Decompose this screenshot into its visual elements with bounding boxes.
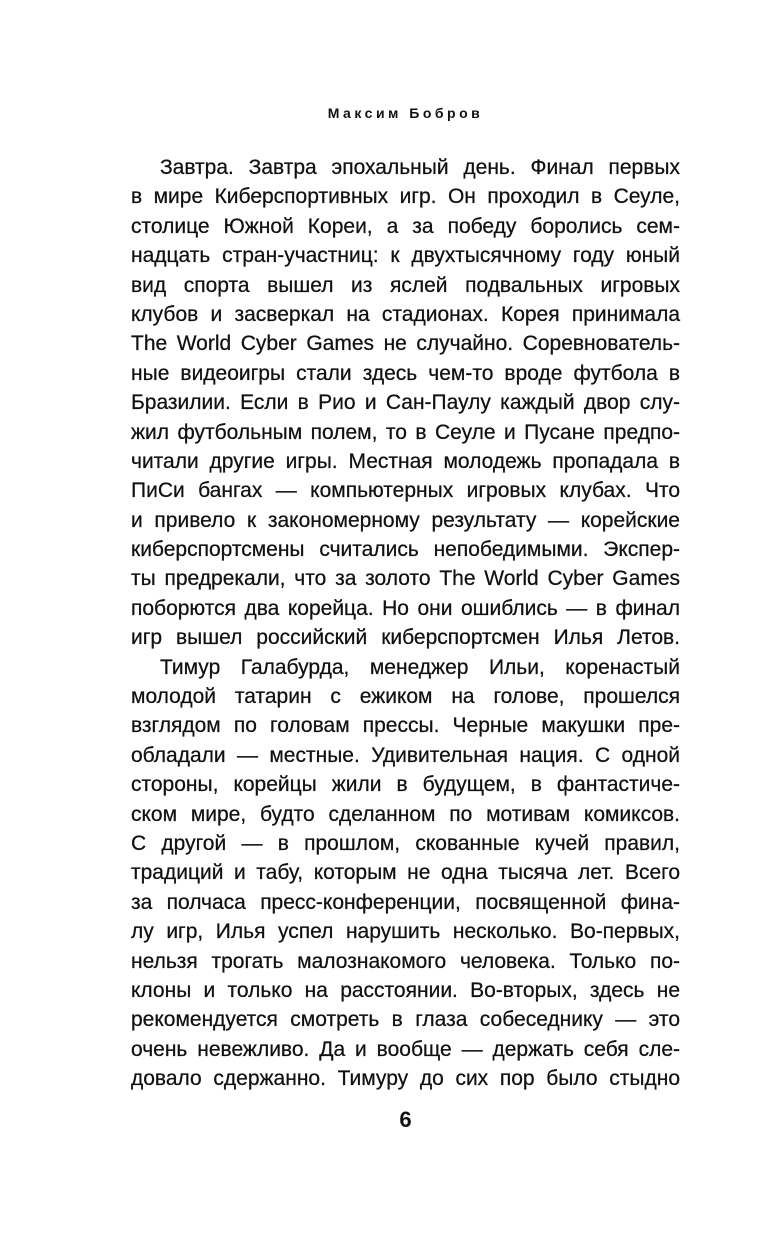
text-line: взглядом по головам прессы. Черные макушки пре- <box>131 714 680 738</box>
text-line: рекомендуется смотреть в глаза собеседнику — это <box>131 1008 680 1032</box>
text-line: читали другие игры. Местная молодежь пропадала в <box>131 449 680 473</box>
text-line: ные видеоигры стали здесь чем-то вроде футбола в <box>131 361 680 385</box>
text-line: С другой — в прошлом, скованные кучей правил, <box>131 831 680 855</box>
text-line: The World Cyber Games не случайно. Соревнователь- <box>131 332 680 356</box>
text-line: игр вышел российский киберспортсмен Илья Летов. <box>131 626 680 650</box>
body-text <box>131 153 680 1094</box>
text-line: ском мире, будто сделанном по мотивам комиксов. <box>131 802 680 826</box>
text-line: обладали — местные. Удивительная нация. С одной <box>131 743 680 767</box>
page-number: 6 <box>399 1107 412 1132</box>
text-line: Бразилии. Если в Рио и Сан-Паулу каждый двор слу- <box>131 391 680 415</box>
text-line: надцать стран-участниц: к двухтысячному году юный <box>131 244 680 268</box>
text-line: молодой татарин с ежиком на голове, прошелся <box>131 685 680 709</box>
text-line: клоны и только на расстоянии. Во-вторых, здесь не <box>131 978 680 1002</box>
text-line: ПиСи бангах — компьютерных игровых клубах. Что <box>131 479 680 503</box>
text-line: Тимур Галабурда, менеджер Ильи, коренастый <box>160 655 680 679</box>
text-line: жил футбольным полем, то в Сеуле и Пусане предпо- <box>131 420 680 444</box>
text-line: и привело к закономерному результату — корейские <box>131 508 680 532</box>
text-line: в мире Киберспортивных игр. Он проходил в Сеуле, <box>131 185 680 209</box>
text-line: традиций и табу, которым не одна тысяча лет. Всего <box>131 861 680 885</box>
paragraph <box>131 653 680 1094</box>
text-line: довало сдержанно. Тимуру до сих пор было стыдно <box>131 1067 680 1091</box>
text-line: стороны, корейцы жили в будущем, в фантастиче- <box>131 773 680 797</box>
text-line: поборются два корейца. Но они ошиблись — в финал <box>131 596 680 620</box>
text-line: вид спорта вышел из яслей подвальных игровых <box>131 273 680 297</box>
running-head-author: Максим Бобров <box>327 105 484 121</box>
text-line: киберспортсмены считались непобедимыми. Экспер- <box>131 538 680 562</box>
text-line: клубов и засверкал на стадионах. Корея принимала <box>131 302 680 326</box>
text-line: нельзя трогать малознакомого человека. Только по- <box>131 949 680 973</box>
text-line: очень невежливо. Да и вообще — держать себя сле- <box>131 1037 680 1061</box>
paragraph <box>131 153 680 653</box>
text-line: лу игр, Илья успел нарушить несколько. Во-первых, <box>131 920 680 944</box>
text-line: столице Южной Кореи, а за победу боролись сем- <box>131 214 680 238</box>
text-line: Завтра. Завтра эпохальный день. Финал первых <box>160 156 680 179</box>
text-line: ты предрекали, что за золото The World Cyber Games <box>131 567 680 591</box>
text-line: за полчаса пресс-конференции, посвященной фина- <box>131 890 680 914</box>
